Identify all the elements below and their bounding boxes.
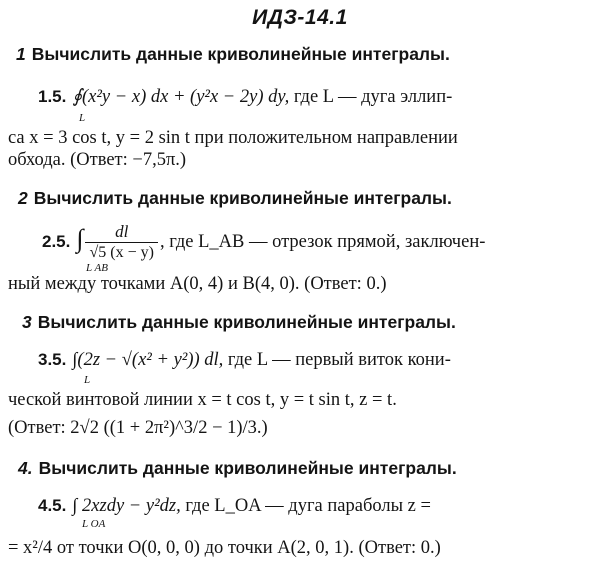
fraction: [85, 222, 157, 263]
task-3-heading: [22, 312, 456, 333]
task-4-heading: [18, 458, 457, 479]
problem-number: 1.5.: [38, 87, 67, 106]
problem-number: 2.5.: [42, 231, 71, 251]
contour-subscript: L AB: [86, 262, 108, 274]
document-title: ИДЗ-14.1: [252, 6, 348, 29]
fraction-numerator: dl: [85, 222, 157, 243]
task-number: 2: [18, 188, 28, 208]
task-number: 3: [22, 312, 32, 332]
problem-text-line: ный между точками A(0, 4) и B(4, 0). (Ответ: 0.): [8, 274, 387, 294]
task-number: 1: [16, 44, 26, 64]
problem-1-5: [38, 86, 452, 108]
problem-text-line: [8, 128, 592, 149]
text-span: са x = 3 cos t, y = 2 sin t при положительном направлении: [8, 128, 458, 148]
problem-text-line: где L_OA — дуга параболы z =: [185, 496, 431, 516]
task-2-heading: [18, 188, 452, 209]
problem-text-line: где L — первый виток кони-: [227, 350, 451, 370]
task-heading-text: Вычислить данные криволинейные интегралы.: [31, 44, 450, 64]
contour-subscript: L: [79, 112, 86, 124]
fraction-denominator: √5 (x − y): [89, 244, 154, 261]
task-number: 4.: [18, 458, 33, 478]
task-heading-text: Вычислить данные криволинейные интегралы.: [38, 458, 457, 478]
contour-subscript: L OA: [82, 518, 106, 530]
problem-formula: ∫(2z − √(x² + y²)) dl,: [72, 350, 224, 370]
problem-number: 4.5.: [38, 496, 67, 515]
problem-4-5: [38, 496, 431, 517]
problem-text-line: = x²/4 от точки O(0, 0, 0) до точки A(2, 0, 1). (Ответ: 0.): [8, 538, 441, 558]
problem-formula: ∫ 2xzdy − y²dz,: [72, 496, 181, 516]
task-1-heading: [16, 44, 450, 65]
problem-text-line: , где L_AB — отрезок прямой, заключен-: [159, 231, 486, 252]
contour-subscript: L: [84, 374, 91, 386]
problem-2-5: [42, 222, 485, 263]
problem-text-line: (Ответ: 2√2 ((1 + 2π²)^3/2 − 1)/3.): [8, 418, 268, 438]
problem-formula: ∮(x²y − x) dx + (y²x − 2y) dy,: [72, 87, 290, 107]
problem-text-line: где L — дуга эллип-: [293, 87, 453, 107]
problem-text-line: ческой винтовой линии x = t cos t, y = t sin t, z = t.: [8, 390, 397, 410]
integral-sign: ∫: [76, 223, 84, 253]
task-heading-text: Вычислить данные криволинейные интегралы.: [37, 312, 456, 332]
problem-text-line: обхода. (Ответ: −7,5π.): [8, 150, 187, 170]
problem-number: 3.5.: [38, 350, 67, 369]
problem-3-5: [38, 350, 451, 371]
task-heading-text: Вычислить данные криволинейные интегралы.: [33, 188, 452, 208]
